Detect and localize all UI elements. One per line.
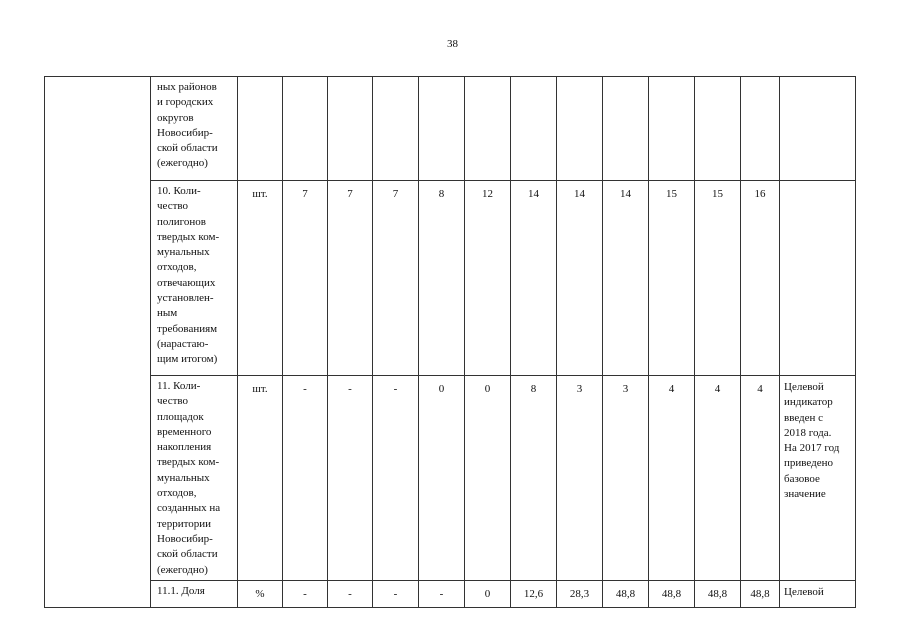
page-number: 38 (447, 38, 458, 50)
value-cell: 14 (557, 181, 603, 376)
description-line: временного (157, 425, 212, 438)
description-line: твердых ком- (157, 230, 220, 243)
value-cell: 0 (419, 376, 465, 581)
value-cell: - (373, 376, 419, 581)
description-line: отвечающих (157, 276, 216, 289)
value-cell: 4 (695, 376, 741, 581)
description-line: щим итогом) (157, 353, 218, 366)
indicator-table (44, 76, 856, 608)
description-line: (ежегодно) (157, 563, 208, 576)
description-line: 10. Коли- (157, 185, 201, 197)
note-cell (780, 376, 856, 581)
value-cell: 48,8 (603, 581, 649, 608)
note-line: значение (784, 488, 826, 501)
value-cell: 48,8 (695, 581, 741, 608)
value-cell: 3 (557, 376, 603, 581)
value-cell: 8 (511, 376, 557, 581)
description-line: площадок (157, 410, 204, 423)
indicator-description (151, 77, 238, 181)
value-cell: - (328, 581, 373, 608)
indicator-description (151, 581, 238, 608)
table-row (45, 181, 856, 376)
value-cell (328, 77, 373, 181)
value-cell: - (373, 581, 419, 608)
value-cell: 15 (649, 181, 695, 376)
note-line: Целевой (784, 586, 824, 598)
description-line: и городских (157, 96, 214, 109)
value-cell (649, 77, 695, 181)
value-cell: 3 (603, 376, 649, 581)
description-line: ных районов (157, 81, 217, 93)
note-line: приведено (784, 457, 834, 470)
value-cell: 12 (465, 181, 511, 376)
table-body (45, 77, 856, 608)
note-line: На 2017 год (784, 442, 840, 455)
value-cell: 7 (283, 181, 328, 376)
table-row (45, 77, 856, 181)
description-line: чество (157, 395, 188, 408)
value-cell: 4 (649, 376, 695, 581)
unit-cell (238, 77, 283, 181)
description-line: установлен- (157, 292, 214, 305)
description-line: накопления (157, 441, 212, 454)
description-line: (ежегодно) (157, 157, 208, 170)
description-line: мунальных (157, 471, 210, 484)
indicator-description (151, 181, 238, 376)
value-cell (465, 77, 511, 181)
value-cell: 16 (741, 181, 780, 376)
value-cell: 12,6 (511, 581, 557, 608)
note-line: Целевой (784, 381, 824, 393)
table-row (45, 376, 856, 581)
value-cell: - (283, 581, 328, 608)
value-cell: 48,8 (741, 581, 780, 608)
value-cell (557, 77, 603, 181)
value-cell: 0 (465, 376, 511, 581)
value-cell: 8 (419, 181, 465, 376)
note-cell (780, 77, 856, 181)
value-cell: 15 (695, 181, 741, 376)
description-line: Новосибир- (157, 126, 213, 139)
value-cell: 28,3 (557, 581, 603, 608)
description-line: созданных на (157, 502, 221, 515)
note-cell (780, 581, 856, 608)
value-cell (741, 77, 780, 181)
value-cell: - (283, 376, 328, 581)
value-cell (511, 77, 557, 181)
unit-cell: шт. (238, 181, 283, 376)
value-cell: 14 (511, 181, 557, 376)
note-line: введен с (784, 411, 824, 424)
description-line: 11.1. Доля (157, 585, 205, 597)
value-cell (603, 77, 649, 181)
description-line: ской области (157, 548, 218, 561)
description-line: полигонов (157, 215, 206, 228)
unit-cell: шт. (238, 376, 283, 581)
description-line: мунальных (157, 246, 210, 259)
value-cell (283, 77, 328, 181)
description-line: отходов, (157, 261, 197, 274)
description-line: ской области (157, 142, 218, 155)
value-cell: 0 (465, 581, 511, 608)
description-line: требованиям (157, 322, 218, 335)
description-line: территории (157, 517, 212, 530)
table-row (45, 581, 856, 608)
description-line: Новосибир- (157, 532, 213, 545)
value-cell: 48,8 (649, 581, 695, 608)
description-line: отходов, (157, 487, 197, 500)
description-line: ным (157, 307, 178, 320)
note-cell (780, 181, 856, 376)
value-cell: 14 (603, 181, 649, 376)
note-line: 2018 года. (784, 426, 832, 439)
value-cell: - (328, 376, 373, 581)
description-line: твердых ком- (157, 456, 220, 469)
indicator-description (151, 376, 238, 581)
value-cell (419, 77, 465, 181)
value-cell (373, 77, 419, 181)
value-cell (695, 77, 741, 181)
description-line: 11. Коли- (157, 380, 201, 392)
unit-cell: % (238, 581, 283, 608)
description-line: (нарастаю- (157, 337, 209, 350)
value-cell: 7 (328, 181, 373, 376)
value-cell: - (419, 581, 465, 608)
description-line: округов (157, 111, 194, 124)
note-line: базовое (784, 472, 820, 485)
program-cell (45, 77, 151, 608)
description-line: чество (157, 200, 188, 213)
value-cell: 7 (373, 181, 419, 376)
note-line: индикатор (784, 396, 833, 409)
value-cell: 4 (741, 376, 780, 581)
